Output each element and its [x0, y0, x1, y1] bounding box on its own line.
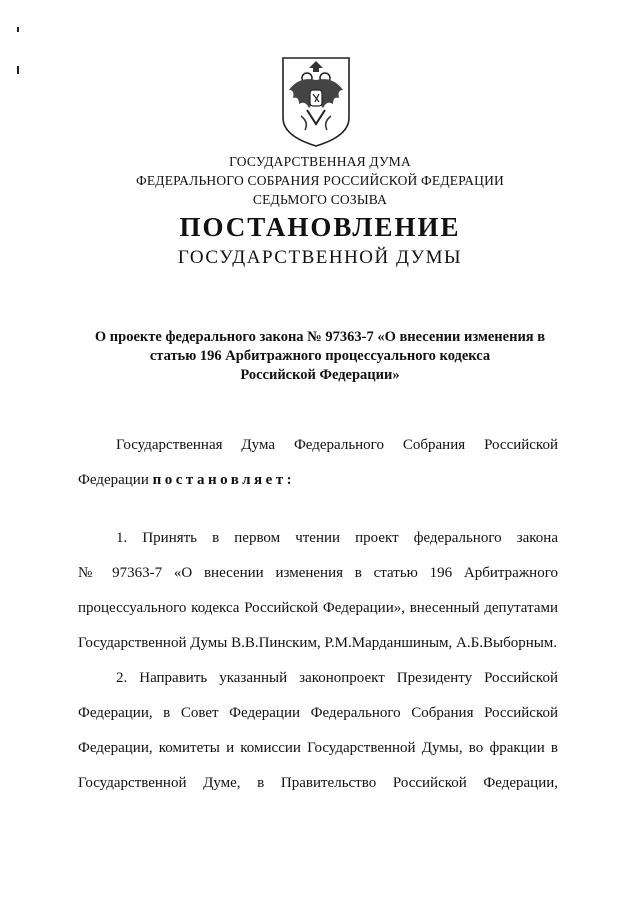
paragraph-line: Федерации, в Совет Федерации Федерального Собрания Российской [78, 705, 558, 721]
paragraph-line: Государственной Думе, в Правительство Российской Федерации, [78, 775, 558, 791]
scan-mark [17, 66, 19, 74]
paragraph-line: Федерации, комитеты и комиссии Государственной Думы, во фракции в [78, 740, 558, 756]
subject-line: Российской Федерации» [240, 367, 400, 383]
preamble-paragraph [78, 428, 558, 498]
issuer-line: ГОСУДАРСТВЕННАЯ ДУМА [229, 154, 411, 169]
paragraph-line: Государственной Думы В.В.Пинским, Р.М.Марданшиным, А.Б.Выборным. [78, 635, 558, 651]
subject-line: О проекте федерального закона № 97363-7 «О внесении изменения в [94, 329, 546, 345]
resolves-keyword: постановляет: [152, 472, 296, 488]
paragraph-line: 2. Направить указанный законопроект Президенту Российской [116, 670, 558, 686]
subject-line: статью 196 Арбитражного процессуального кодекса [149, 348, 491, 364]
paragraph-line: Государственная Дума Федерального Собрания Российской [116, 437, 558, 453]
item-2-paragraph [78, 661, 558, 801]
paragraph-line: 1. Принять в первом чтении проект федерального закона [116, 530, 558, 546]
issuer-block [0, 152, 640, 209]
paragraph-line: № 97363-7 «О внесении изменения в статью 196 Арбитражного [78, 565, 558, 581]
document-title: ПОСТАНОВЛЕНИЕ [179, 212, 461, 242]
preamble-text: Федерации [78, 472, 153, 488]
document-subtitle: ГОСУДАРСТВЕННОЙ ДУМЫ [177, 247, 463, 268]
paragraph-line: процессуального кодекса Российской Федерации», внесенный депутатами [78, 600, 558, 616]
scan-mark [17, 27, 19, 32]
document-subject [80, 328, 560, 385]
paragraph-line [78, 463, 558, 498]
item-1-paragraph [78, 521, 558, 661]
issuer-line: ФЕДЕРАЛЬНОГО СОБРАНИЯ РОССИЙСКОЙ ФЕДЕРАЦИИ [136, 173, 504, 188]
issuer-line: СЕДЬМОГО СОЗЫВА [252, 192, 388, 207]
coat-of-arms-icon [279, 56, 353, 148]
